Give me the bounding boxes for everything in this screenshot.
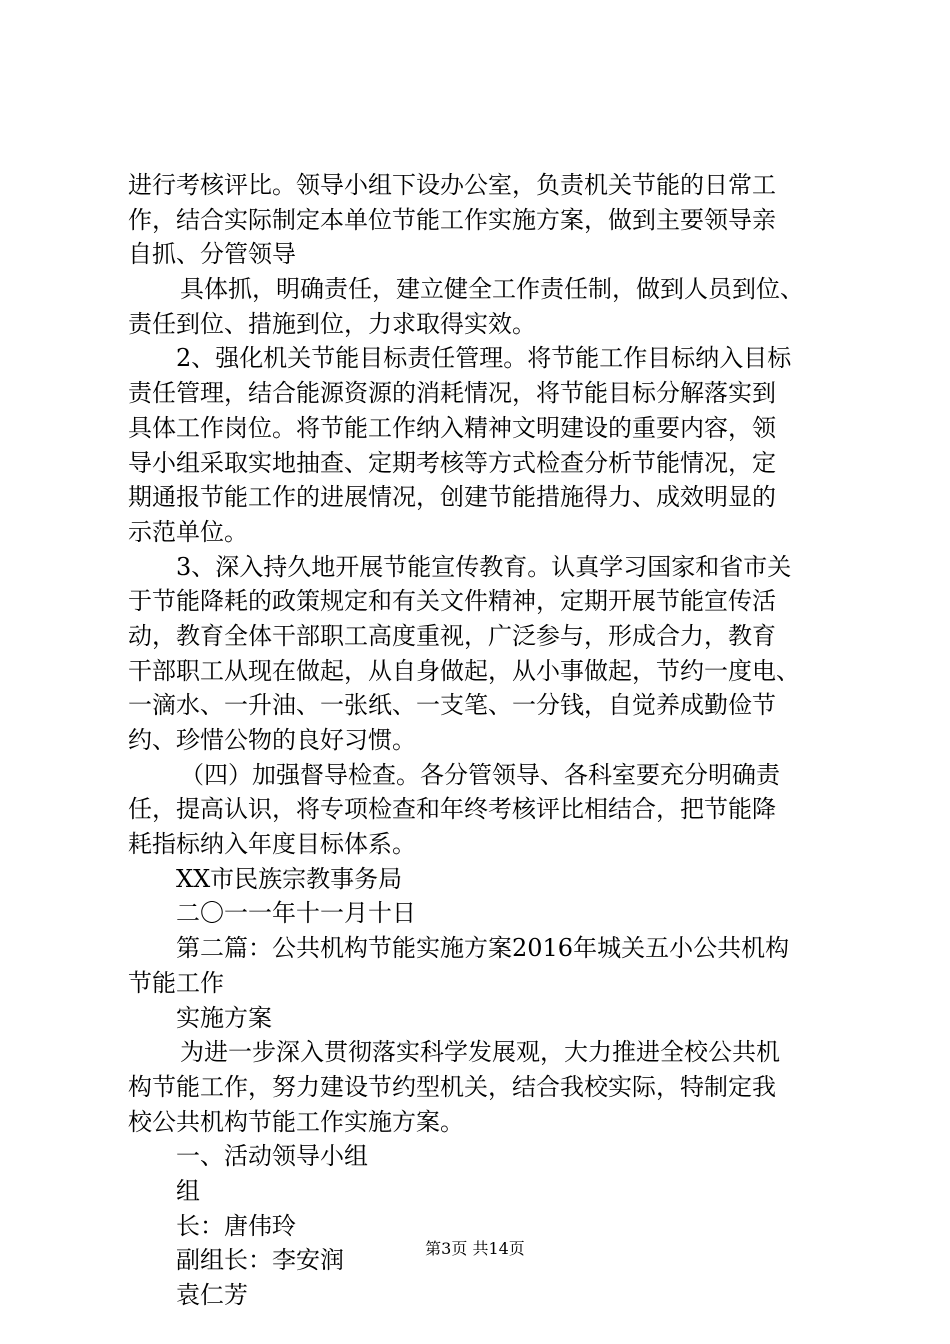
text-line: 动，教育全体干部职工高度重视，广泛参与，形成合力，教育 — [128, 621, 776, 650]
text-line: 一滴水、一升油、一张纸、一支笔、一分钱，自觉养成勤俭节 — [128, 691, 776, 720]
text-line: 组 — [176, 1176, 200, 1205]
text-line: 实施方案 — [176, 1003, 272, 1032]
text-line: 导小组采取实地抽查、定期考核等方式检查分析节能情况，定 — [128, 448, 776, 477]
document-body — [128, 168, 828, 1313]
text-line: （四）加强督导检查。各分管领导、各科室要充分明确责 — [180, 760, 780, 789]
text-line: 任，提高认识，将专项检查和年终考核评比相结合，把节能降 — [128, 795, 776, 824]
text-line: XX市民族宗教事务局 — [176, 864, 403, 893]
text-line: 第二篇：公共机构节能实施方案2016年城关五小公共机构 — [176, 934, 790, 963]
text-line: 具体抓，明确责任，建立健全工作责任制，做到人员到位、 — [180, 275, 804, 304]
text-line: 责任管理，结合能源资源的消耗情况，将节能目标分解落实到 — [128, 379, 776, 408]
text-line: 袁仁芳 — [176, 1281, 248, 1309]
text-line: 示范单位。 — [128, 517, 248, 546]
text-line: 构节能工作，努力建设节约型机关，结合我校实际，特制定我 — [128, 1072, 776, 1101]
text-line: 作，结合实际制定本单位节能工作实施方案，做到主要领导亲 — [128, 205, 776, 234]
text-line: 责任到位、措施到位，力求取得实效。 — [128, 309, 536, 338]
text-line: 一、活动领导小组 — [176, 1142, 368, 1171]
page-footer: 第3页 共14页 — [425, 1239, 525, 1258]
text-line: 副组长：李安润 — [176, 1246, 344, 1275]
text-line: 节能工作 — [128, 968, 224, 997]
text-line: 二〇一一年十一月十日 — [176, 899, 416, 928]
text-line: 干部职工从现在做起，从自身做起，从小事做起，节约一度电、 — [128, 656, 800, 685]
text-line: 长：唐伟玲 — [176, 1211, 296, 1240]
text-line: 进行考核评比。领导小组下设办公室，负责机关节能的日常工 — [128, 171, 776, 199]
text-line: 为进一步深入贯彻落实科学发展观，大力推进全校公共机 — [180, 1038, 780, 1067]
text-line: 具体工作岗位。将节能工作纳入精神文明建设的重要内容，领 — [128, 413, 776, 442]
text-line: 约、珍惜公物的良好习惯。 — [128, 726, 416, 754]
text-line: 耗指标纳入年度目标体系。 — [128, 830, 416, 859]
text-line: 校公共机构节能工作实施方案。 — [128, 1107, 464, 1136]
text-line: 期通报节能工作的进展情况，创建节能措施得力、成效明显的 — [128, 483, 776, 512]
text-line: 3、深入持久地开展节能宣传教育。认真学习国家和省市关 — [176, 552, 792, 581]
text-line: 自抓、分管领导 — [128, 240, 296, 269]
text-line: 2、强化机关节能目标责任管理。将节能工作目标纳入目标 — [176, 344, 792, 373]
text-line: 于节能降耗的政策规定和有关文件精神，定期开展节能宣传活 — [128, 587, 776, 616]
